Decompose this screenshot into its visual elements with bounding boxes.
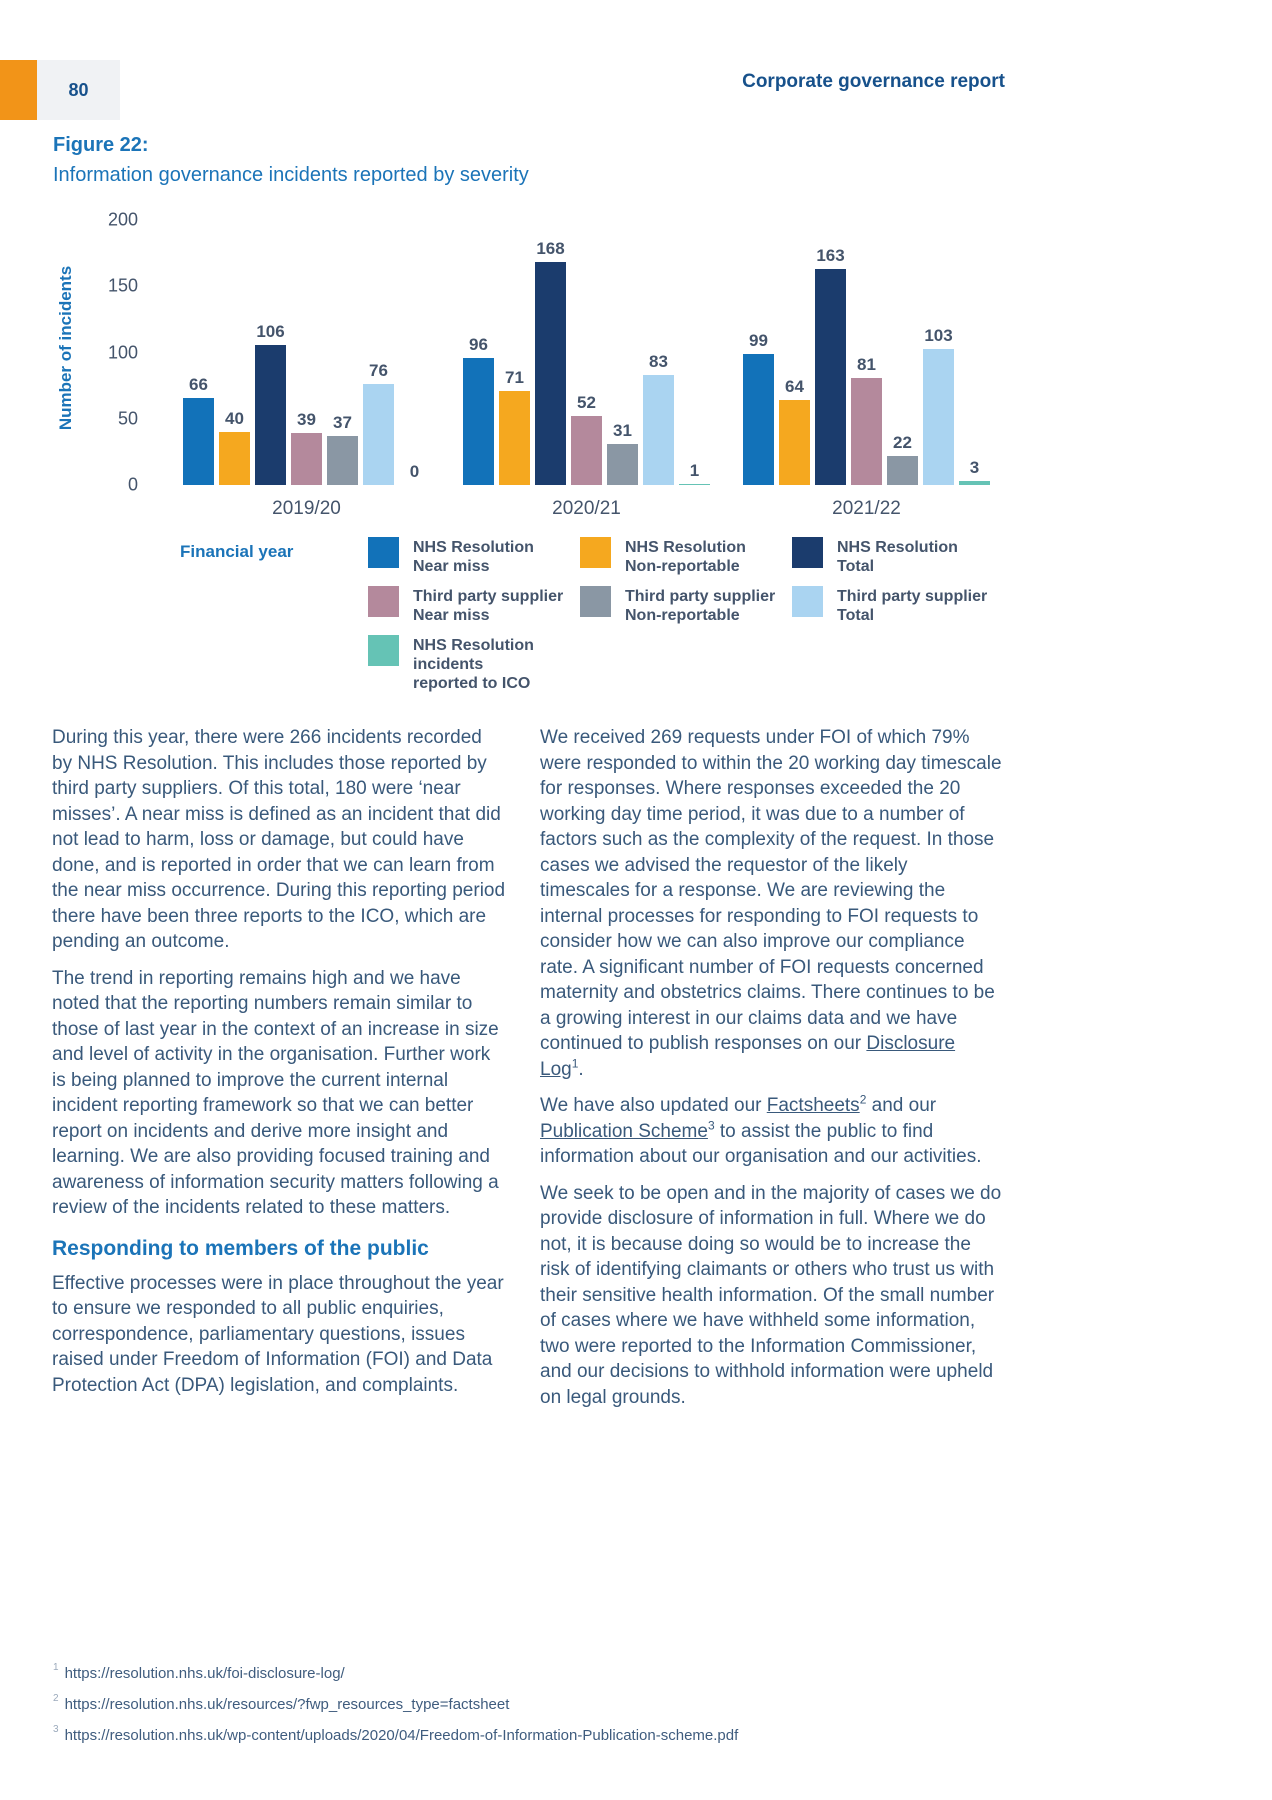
bar (363, 384, 394, 485)
paragraph: We seek to be open and in the majority of cases we do provide disclosure of information in full. Where we do not, it is because doing so would be to increase the risk of identifying claimants or others who trust us with their sensitive health information. Of the small number of cases where we have withheld some information, two were reported to the Information Commissioner, and our decisions to withhold information were upheld on legal grounds. (540, 1182, 1002, 1408)
bar-slot (851, 355, 882, 485)
publication-scheme-link[interactable]: Publication Scheme (540, 1120, 708, 1142)
legend-swatch (792, 537, 823, 568)
bar (679, 484, 710, 485)
disclosure-log-link[interactable]: Disclosure Log (540, 1033, 956, 1080)
bar-value-label: 168 (536, 239, 565, 259)
bar-slot (183, 375, 214, 486)
legend-item (368, 635, 580, 693)
bar-chart (52, 200, 1052, 530)
bar (499, 391, 530, 485)
legend-item (792, 537, 1004, 576)
bar-value-label: 163 (816, 246, 845, 265)
bar-value-label: 40 (225, 409, 244, 428)
bar-value-label: 37 (333, 413, 352, 432)
paragraph-text: to assist the public to find information about our organisation and our activities. (540, 1120, 982, 1167)
bar-slot (887, 433, 918, 485)
chart-legend (368, 537, 1004, 693)
bar (571, 416, 602, 485)
category-label: 2020/21 (552, 498, 621, 519)
bar (923, 349, 954, 486)
bar (887, 456, 918, 485)
bar-group (743, 246, 990, 519)
left-column (52, 725, 507, 1421)
y-axis-ticks (52, 209, 138, 495)
footnote-ref: 2 (859, 1092, 867, 1107)
legend-item (792, 586, 1004, 625)
y-tick-label: 50 (117, 408, 138, 429)
bar-slot (959, 458, 990, 485)
bar (255, 345, 286, 486)
legend-item (580, 537, 792, 576)
bar-group (183, 321, 430, 519)
figure-title: Information governance incidents reported by severity (53, 164, 529, 186)
legend-label: Third party supplier Total (837, 588, 988, 624)
right-column (540, 725, 1002, 1421)
footnote (53, 1718, 738, 1749)
paragraph-text: We have also updated our (540, 1095, 767, 1116)
bar-slot (463, 335, 494, 485)
bar (959, 481, 990, 485)
section-heading: Responding to members of the public (52, 1236, 429, 1260)
y-tick-label: 200 (107, 209, 138, 230)
bar (219, 432, 250, 485)
paragraph-text: . (578, 1058, 584, 1080)
bar (643, 375, 674, 485)
bar (607, 444, 638, 485)
bar-value-label: 52 (577, 393, 596, 413)
legend-swatch (368, 537, 399, 568)
legend-swatch (792, 586, 823, 617)
orange-accent-block (0, 60, 37, 120)
legend-label: NHS Resolution Near miss (413, 539, 534, 575)
legend-item (368, 537, 580, 576)
bar-slot (327, 413, 358, 485)
bar (327, 436, 358, 485)
bar-value-label: 66 (189, 374, 208, 394)
y-tick-label: 150 (107, 275, 138, 296)
paragraph-text: and our (866, 1095, 937, 1116)
bar-slot (219, 409, 250, 485)
paragraph: During this year, there were 266 incidents recorded by NHS Resolution. This includes those reported by third party suppliers. Of this total, 180 were ‘near misses’. A near miss is defined as an incident that did not lead to harm, loss or damage, but could have done, and is reported in order that we can learn from the near miss occurrence. During this reporting period there have been three reports to the ICO, which are pending an outcome. (52, 727, 506, 952)
bar-value-label: 81 (857, 354, 876, 374)
bar-group (463, 239, 710, 519)
paragraph-text: We received 269 requests under FOI of which 79% were responded to within the 20 working day timescale for responses. Where responses exceeded the 20 working day time period, it was due to a number of factors such as the complexity of the request. In those cases we advised the requestor of the likely timescales for a response. We are reviewing the internal processes for responding to FOI requests to consider how we can also improve our compliance rate. A significant number of FOI requests concerned maternity and obstetrics claims. There continues to be a growing interest in our claims data and we have continued to publish responses on our (540, 727, 1002, 1054)
footnote-ref: 3 (707, 1118, 715, 1133)
legend-label: NHS Resolution Total (837, 539, 958, 575)
footnote-number: 1 (53, 1662, 59, 1673)
legend-label: NHS Resolution Non-reportable (625, 539, 746, 575)
paragraph: Effective processes were in place throughout the year to ensure we responded to all public enquiries, correspondence, parliamentary questions, issues raised under Freedom of Information (FOI) and Data Protection Act (DPA) legislation, and complaints. (52, 1272, 504, 1396)
legend-label: Third party supplier Near miss (413, 588, 564, 624)
paragraph (540, 725, 1002, 1082)
footnotes (53, 1656, 738, 1749)
footnote-url: https://resolution.nhs.uk/wp-content/uploads/2020/04/Freedom-of-Information-Publication-scheme.pdf (64, 1727, 739, 1744)
bar (183, 398, 214, 486)
bar-value-label: 0 (409, 462, 420, 481)
bar (535, 262, 566, 485)
bar-value-label: 96 (469, 334, 488, 354)
bar-slot (363, 361, 394, 485)
bar-value-label: 39 (297, 410, 316, 430)
bar (463, 358, 494, 485)
bar-slot (255, 322, 286, 486)
paragraph: The trend in reporting remains high and we have noted that the reporting numbers remain similar to those of last year in the context of an increase in size and level of activity in the organisation. Further work is being planned to improve the current internal incident reporting framework so that we can better report on incidents and derive more insight and learning. We are also providing focused training and awareness of information security matters following a review of the incidents related to these matters. (52, 967, 499, 1218)
footnote-number: 3 (53, 1724, 59, 1735)
category-label: 2019/20 (272, 498, 341, 519)
bar (291, 433, 322, 485)
header-title: Corporate governance report (742, 71, 1005, 92)
figure-label: Figure 22: (53, 134, 149, 156)
bar-slot (743, 331, 774, 485)
legend-swatch (580, 537, 611, 568)
y-tick-label: 0 (127, 474, 138, 495)
footnote-ref: 1 (571, 1056, 579, 1071)
bar (779, 400, 810, 485)
bar-slot (679, 461, 710, 485)
chart-legend-row (180, 537, 1004, 693)
category-label: 2021/22 (832, 498, 901, 519)
bar (851, 378, 882, 485)
bar-slot (535, 239, 566, 485)
y-tick-label: 100 (107, 342, 138, 362)
footnote (53, 1687, 738, 1718)
bar-slot (643, 352, 674, 485)
bar-value-label: 83 (649, 352, 668, 371)
figure-caption (53, 130, 529, 190)
bar-value-label: 1 (689, 460, 700, 480)
bar-slot (923, 326, 954, 486)
footnote (53, 1656, 738, 1687)
chart-plot (152, 220, 1053, 519)
bar (743, 354, 774, 485)
footnote-url: https://resolution.nhs.uk/resources/?fwp_resources_type=factsheet (64, 1696, 510, 1713)
bar-value-label: 99 (749, 330, 768, 350)
bar-slot (499, 368, 530, 485)
legend-item (368, 586, 580, 625)
legend-label: NHS Resolution incidents reported to ICO (413, 637, 534, 692)
y-axis-label: Number of incidents (56, 265, 75, 431)
bar-value-label: 31 (613, 420, 632, 440)
paragraph (540, 1093, 1002, 1170)
legend-swatch (368, 635, 399, 666)
bar-value-label: 106 (256, 321, 285, 341)
page-number: 80 (68, 79, 89, 100)
x-axis-label: Financial year (180, 542, 294, 561)
bar (815, 269, 846, 485)
footnote-url: https://resolution.nhs.uk/foi-disclosure-log/ (64, 1665, 345, 1682)
legend-swatch (580, 586, 611, 617)
bar-value-label: 71 (505, 367, 524, 387)
bar-slot (399, 462, 430, 485)
bar-slot (815, 246, 846, 485)
bar-slot (291, 410, 322, 485)
bar-value-label: 103 (924, 325, 953, 345)
factsheets-link[interactable]: Factsheets (766, 1095, 860, 1116)
footnote-number: 2 (53, 1693, 59, 1704)
legend-item (580, 586, 792, 625)
bar-value-label: 3 (969, 458, 980, 477)
bar-slot (779, 377, 810, 485)
legend-swatch (368, 586, 399, 617)
legend-label: Third party supplier Non-reportable (625, 588, 776, 624)
bar-value-label: 64 (785, 377, 804, 397)
bar-value-label: 22 (893, 432, 912, 452)
bar-value-label: 76 (369, 361, 388, 381)
bar-slot (607, 421, 638, 485)
body-text (52, 725, 1002, 1421)
page-number-box (37, 60, 120, 120)
bar-slot (571, 393, 602, 485)
